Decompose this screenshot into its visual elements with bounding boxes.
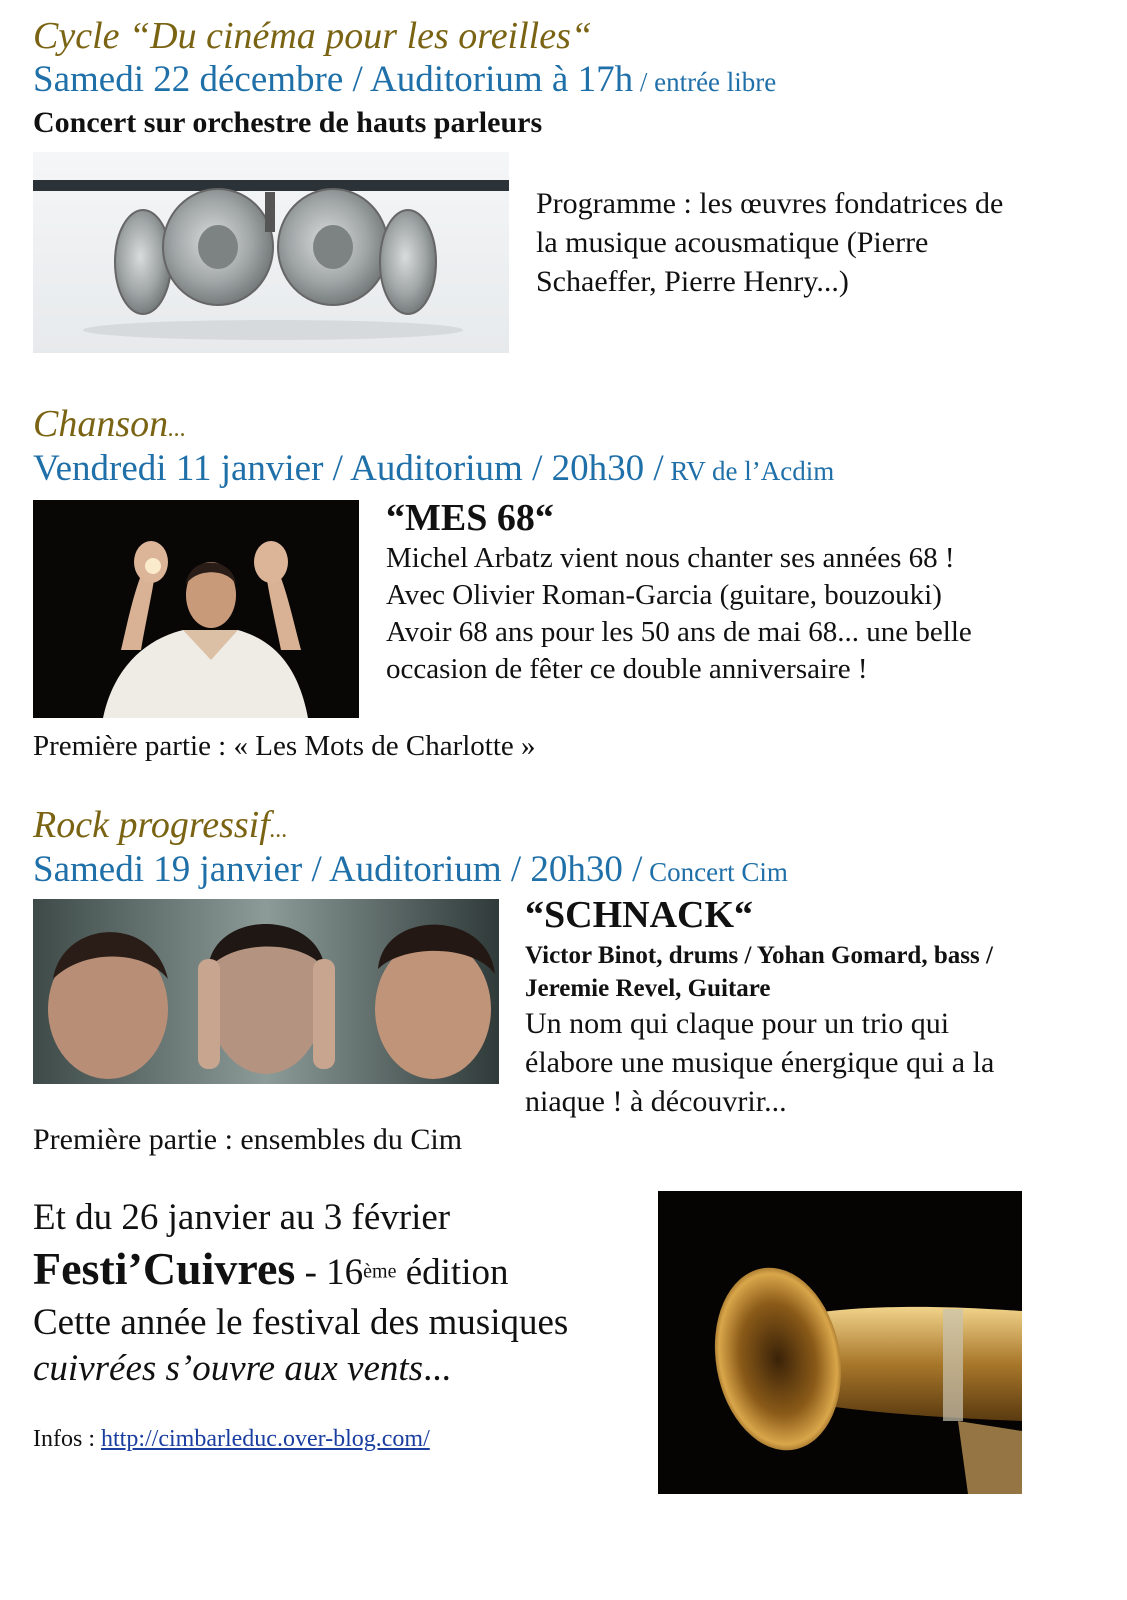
event2-show-title: “MES 68“ bbox=[386, 497, 554, 539]
event2-desc-line: Avec Olivier Roman-Garcia (guitare, bouzouki) bbox=[386, 579, 942, 611]
event2-desc-line: Avoir 68 ans pour les 50 ans de mai 68... une belle bbox=[386, 616, 972, 648]
infos-link[interactable]: http://cimbarleduc.over-blog.com/ bbox=[101, 1426, 430, 1452]
event3-musicians-line: Jeremie Revel, Guitare bbox=[525, 975, 771, 1002]
festival-edition-suffix: édition bbox=[396, 1252, 509, 1293]
festival-edition-sup: ème bbox=[363, 1260, 397, 1283]
event3-desc-line: niaque ! à découvrir... bbox=[525, 1085, 787, 1118]
event2-date bbox=[33, 447, 834, 490]
event1-date-suffix: / entrée libre bbox=[633, 67, 777, 97]
loudspeakers-photo bbox=[33, 152, 509, 353]
event2-first-part: Première partie : « Les Mots de Charlotte » bbox=[33, 730, 536, 762]
event3-desc-line: Un nom qui claque pour un trio qui bbox=[525, 1007, 950, 1040]
event1-program-line: Programme : les œuvres fondatrices de bbox=[536, 187, 1004, 220]
event1-program-line: Schaeffer, Pierre Henry...) bbox=[536, 265, 849, 298]
event1-program-line: la musique acousmatique (Pierre bbox=[536, 226, 929, 259]
category-rock-dots: ... bbox=[269, 817, 288, 843]
festival-name: Festi’Cuivres bbox=[33, 1243, 296, 1294]
event3-date-suffix: Concert Cim bbox=[642, 857, 788, 887]
festival-heading bbox=[33, 1242, 508, 1295]
event1-date bbox=[33, 58, 776, 101]
category-chanson bbox=[33, 402, 186, 446]
category-rock bbox=[33, 803, 288, 847]
festival-dates: Et du 26 janvier au 3 février bbox=[33, 1197, 451, 1238]
event1-title: Concert sur orchestre de hauts parleurs bbox=[33, 106, 543, 139]
event2-description bbox=[386, 540, 972, 688]
category-chanson-dots: ... bbox=[168, 416, 187, 442]
event2-desc-line: Michel Arbatz vient nous chanter ses années 68 ! bbox=[386, 542, 955, 574]
event3-show-title: “SCHNACK“ bbox=[525, 894, 754, 936]
event1-date-main: Samedi 22 décembre / Auditorium à 17h bbox=[33, 59, 634, 100]
infos-label: Infos : bbox=[33, 1426, 101, 1452]
festival-edition-prefix: - 16 bbox=[295, 1252, 364, 1293]
event2-date-suffix: RV de l’Acdim bbox=[663, 456, 835, 486]
category-chanson-label: Chanson bbox=[33, 403, 169, 445]
category-rock-label: Rock progressif bbox=[33, 804, 270, 846]
event3-musicians-line: Victor Binot, drums / Yohan Gomard, bass / bbox=[525, 942, 993, 969]
event3-first-part: Première partie : ensembles du Cim bbox=[33, 1123, 463, 1156]
event3-date bbox=[33, 848, 788, 891]
category-cycle: Cycle “Du cinéma pour les oreilles“ bbox=[33, 15, 593, 57]
event3-date-main: Samedi 19 janvier / Auditorium / 20h30 / bbox=[33, 849, 643, 890]
event2-date-main: Vendredi 11 janvier / Auditorium / 20h30 / bbox=[33, 448, 664, 489]
festival-desc-line2-text: cuivrées s’ouvre aux vents bbox=[33, 1348, 424, 1389]
event3-description bbox=[525, 1004, 994, 1121]
festival-desc-line1: Cette année le festival des musiques bbox=[33, 1302, 569, 1343]
event3-musicians bbox=[525, 939, 993, 1005]
event1-program bbox=[536, 184, 1003, 301]
event2-desc-line: occasion de fêter ce double anniversaire ! bbox=[386, 653, 868, 685]
singer-photo bbox=[33, 500, 359, 718]
trumpet-photo bbox=[658, 1191, 1022, 1494]
event3-desc-line: élabore une musique énergique qui a la bbox=[525, 1046, 995, 1079]
band-photo bbox=[33, 899, 499, 1084]
festival-infos bbox=[33, 1426, 430, 1453]
festival-desc-line2 bbox=[33, 1347, 451, 1390]
festival-desc-dots: ... bbox=[423, 1348, 451, 1389]
